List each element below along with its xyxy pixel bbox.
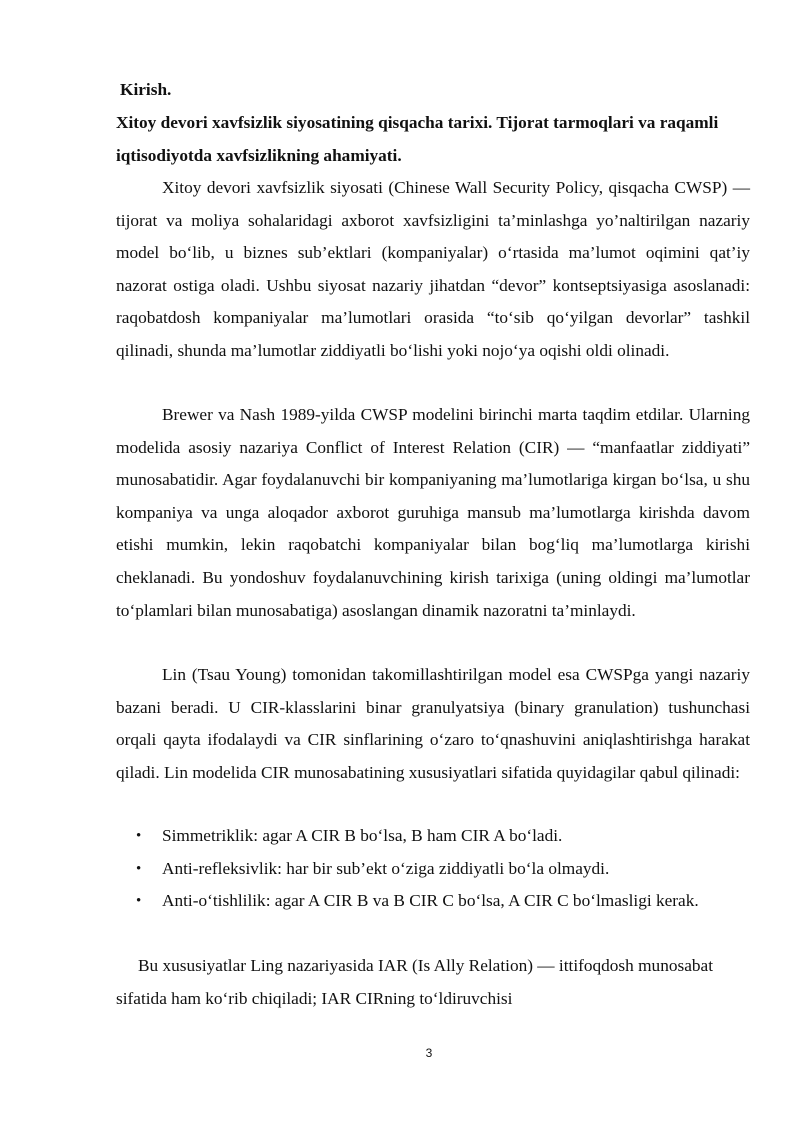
list-item-text: Anti-o‘tishlilik: agar A CIR B va B CIR C bo‘lsa, A CIR C bo‘lmasligi kerak. [162,891,699,911]
list-item [116,820,750,853]
paragraph-iar-continuation: Bu xususiyatlar Ling nazariyasida IAR (Is Ally Relation) — ittifoqdosh munosabat sifatida ham ko‘rib chiqiladi; IAR CIRning to‘ldiruvchisi [116,956,713,1008]
bullet-icon: • [136,893,142,910]
list-item-text: Anti-refleksivlik: har bir sub’ekt o‘ziga ziddiyatli bo‘la olmaydi. [162,858,610,878]
bullet-icon: • [136,860,142,877]
bullet-icon: • [136,828,142,844]
section-subheading: Xitoy devori xavfsizlik siyosatining qisqacha tarixi. Tijorat tarmoqlari va raqamli iqtisodiyotda xavfsizlikning ahamiyati. [116,113,719,165]
list-item [116,885,750,918]
section-heading: Kirish. [120,80,172,99]
paragraph-lin-model: Lin (Tsau Young) tomonidan takomillashtirilgan model esa CWSPga yangi nazariy bazani beradi. U CIR-klasslarini binar granulyatsiya (binary granulation) tushunchasi orqali qayta ifodalaydi va CIR sinflarining o‘zaro to‘qnashuvini aniqlashtirishga harakat qiladi. Lin modelida CIR munosabatining xususiyatlari sifatida quyidagilar qabul qilinadi: [116,665,750,782]
paragraph-brewer-nash: Brewer va Nash 1989-yilda CWSP modelini birinchi marta taqdim etdilar. Ularning modelida asosiy nazariya Conflict of Interest Relation (CIR) — “manfaatlar ziddiyati” munosabatidir. Agar foydalanuvchi bir kompaniyaning ma’lumotlariga kirgan bo‘lsa, u shu kompaniya va unga aloqador axborot guruhiga mansub ma’lumotlarga kirishda davom etishi mumkin, lekin raqobatchi kompaniyalar bilan bog‘liq ma’lumotlarga kirishi cheklanadi. Bu yondoshuv foydalanuvchining kirish tarixiga (uning oldingi ma’lumotlar to‘plamlari bilan munosabatiga) asoslangan dinamik nazoratni ta’minlaydi. [116,405,750,620]
paragraph-cwsp-intro: Xitoy devori xavfsizlik siyosati (Chinese Wall Security Policy, qisqacha CWSP) — tijorat va moliya sohalaridagi axborot xavfsizligini ta’minlashga yo’naltirilgan nazariy model bo‘lib, u biznes sub’ektlari (kompaniyalar) o‘rtasida ma’lumot oqimini qat’iy nazorat ostiga oladi. Ushbu siyosat nazariy jihatdan “devor” kontseptsiyasiga asoslanadi: raqobatdosh kompaniyalar ma’lumotlari orasida “to‘sib qo‘yilgan devorlar” tashkil qilinadi, shunda ma’lumotlar ziddiyatli bo‘lishi yoki nojo‘ya oqishi oldi olinadi. [116,178,750,360]
list-item-text: Simmetriklik: agar A CIR B bo‘lsa, B ham CIR A bo‘ladi. [162,826,563,845]
page-number: 3 [425,1046,433,1060]
list-item [116,853,750,886]
cir-properties-list [116,820,750,918]
